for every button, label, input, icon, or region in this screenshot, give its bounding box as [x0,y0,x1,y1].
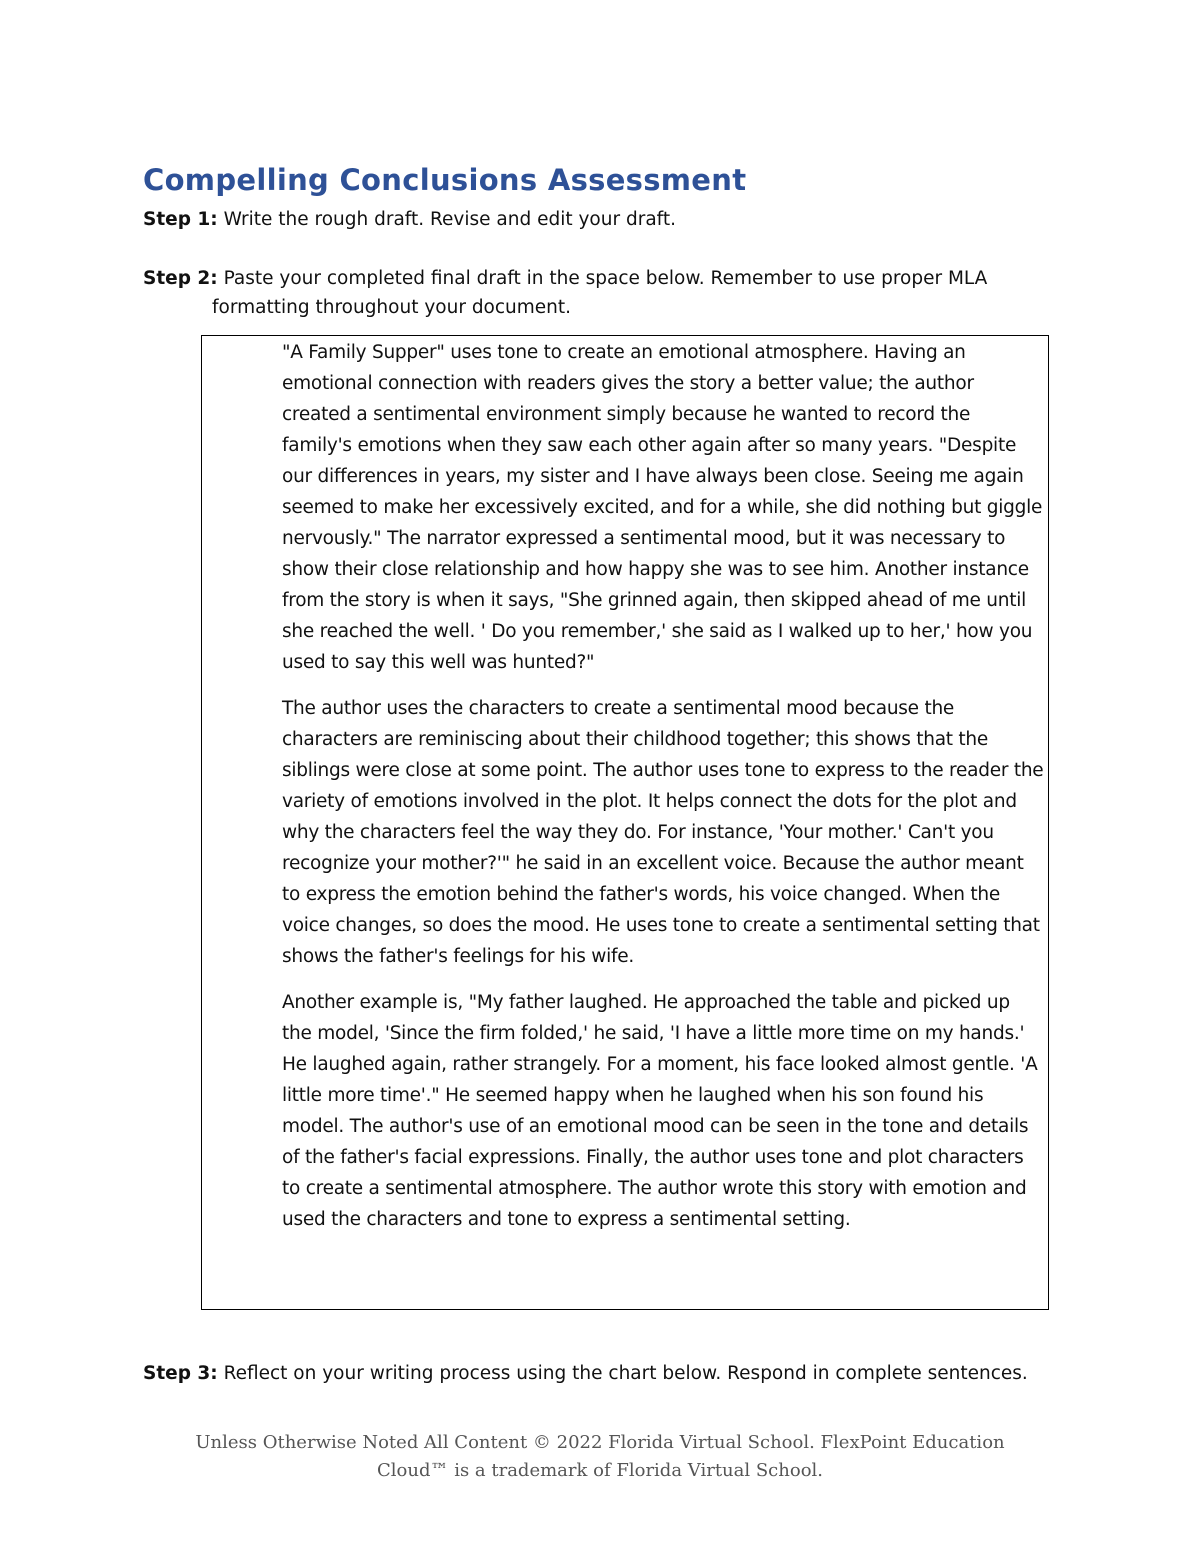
step-2-text: Paste your completed final draft in the space below. Remember to use proper MLA [223,268,988,289]
footer-line-2: Cloud™ is a trademark of Florida Virtual School. [376,1460,824,1481]
step-3-label: Step 3: [143,1363,218,1384]
copyright-footer [150,1429,1050,1485]
footer-line-1: Unless Otherwise Noted All Content © 2022 Florida Virtual School. FlexPoint Education [195,1432,1005,1453]
step-2 [143,264,1023,322]
step-1-label: Step 1: [143,209,218,230]
final-draft-box[interactable] [201,335,1049,1310]
final-draft-text[interactable] [282,337,1044,1250]
essay-paragraph-2: The author uses the characters to create a sentimental mood because the characters are reminiscing about their childhood together; this shows that the siblings were close at some point. The author uses tone to express to the reader the variety of emotions involved in the plot. It helps connect the dots for the plot and why the characters feel the way they do. For instance, 'Your mother.' Can't you recognize your mother?'" he said in an excellent voice. Because the author meant to express the emotion behind the father's words, his voice changed. When the voice changes, so does the mood. He uses tone to create a sentimental setting that shows the father's feelings for his wife. [282,698,1044,967]
step-2-text-continued: formatting throughout your document. [212,297,572,318]
essay-paragraph-1: "A Family Supper" uses tone to create an emotional atmosphere. Having an emotional connection with readers gives the story a better value; the author created a sentimental environment simply because he wanted to record the family's emotions when they saw each other again after so many years. "Despite our differences in years, my sister and I have always been close. Seeing me again seemed to make her excessively excited, and for a while, she did nothing but giggle nervously." The narrator expressed a sentimental mood, but it was necessary to show their close relationship and how happy she was to see him. Another instance from the story is when it says, "She grinned again, then skipped ahead of me until she reached the well. ' Do you remember,' she said as I walked up to her,' how you used to say this well was hunted?" [282,342,1043,673]
step-3 [143,1359,1028,1388]
step-1-text: Write the rough draft. Revise and edit your draft. [223,209,676,230]
essay-paragraph-3: Another example is, "My father laughed. He approached the table and picked up the model, 'Since the firm folded,' he said, 'I have a little more time on my hands.' He laughed again, rather strangely. For a moment, his face looked almost gentle. 'A little more time'." He seemed happy when he laughed when his son found his model. The author's use of an emotional mood can be seen in the tone and details of the father's facial expressions. Finally, the author uses tone and plot characters to create a sentimental atmosphere. The author wrote this story with emotion and used the characters and tone to express a sentimental setting. [282,992,1038,1230]
page-title: Compelling Conclusions Assessment [143,163,747,197]
step-2-label: Step 2: [143,268,218,289]
step-3-text: Reflect on your writing process using the chart below. Respond in complete sentences. [223,1363,1028,1384]
step-1 [143,205,676,234]
